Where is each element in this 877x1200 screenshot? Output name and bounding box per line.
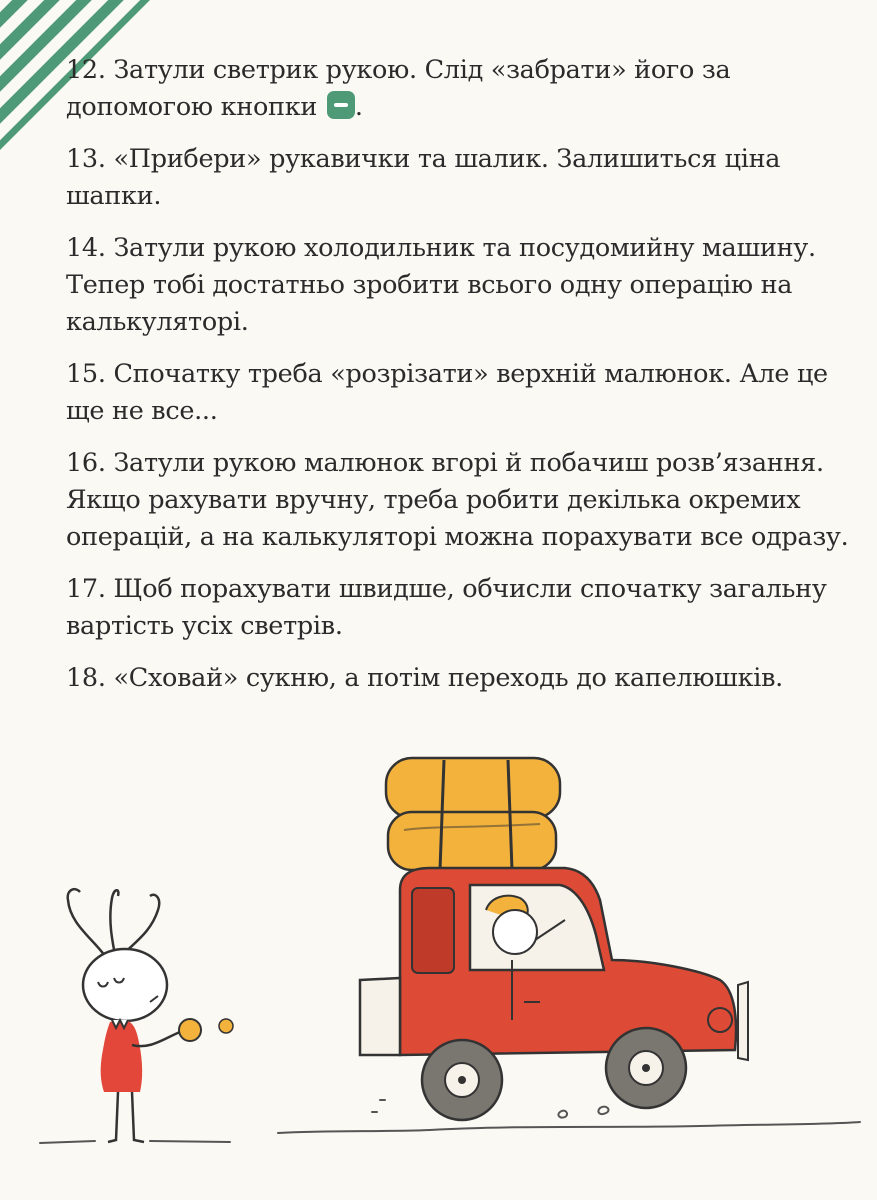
hint-number: 18.: [66, 663, 106, 693]
hint-text-end: .: [354, 92, 363, 122]
hint-text: «Сховай» сукню, а потім переходь до капелюшків.: [113, 663, 783, 693]
hint-text: Спочатку треба «розрізати» верхній малюнок. Але це ще не все...: [66, 359, 828, 426]
hint-text: Щоб порахувати швидше, обчисли спочатку загальну вартість усіх светрів.: [66, 574, 827, 641]
hint-number: 14.: [66, 233, 106, 263]
car-trip-illustration: [0, 720, 877, 1190]
hints-list: [66, 52, 866, 712]
hint-number: 17.: [66, 574, 106, 604]
hint-17: [66, 571, 866, 645]
hint-13: [66, 141, 866, 215]
hint-14: [66, 230, 866, 341]
minus-button-icon: [327, 91, 355, 119]
hint-number: 12.: [66, 55, 106, 85]
hint-18: [66, 660, 866, 697]
hint-number: 13.: [66, 144, 106, 174]
hint-text: Затули рукою холодильник та посудомийну машину. Тепер тобі достатньо зробити всього одну операцію на калькуляторі.: [66, 233, 816, 337]
girl-character: [68, 889, 233, 1142]
luggage-bundle: [386, 758, 560, 870]
hint-16: [66, 445, 866, 556]
hint-number: 15.: [66, 359, 106, 389]
red-car: [360, 868, 748, 1120]
hint-text: Затули светрик рукою. Слід «забрати» його за допомогою кнопки: [66, 55, 731, 122]
hint-text: «Прибери» рукавички та шалик. Залишиться ціна шапки.: [66, 144, 781, 211]
hint-15: [66, 356, 866, 430]
hint-number: 16.: [66, 448, 106, 478]
hint-text: Затули рукою малюнок вгорі й побачиш розв’язання. Якщо рахувати вручну, треба робити декілька окремих операцій, а на калькуляторі можна порахувати все одразу.: [66, 448, 849, 552]
hint-12: [66, 52, 866, 126]
